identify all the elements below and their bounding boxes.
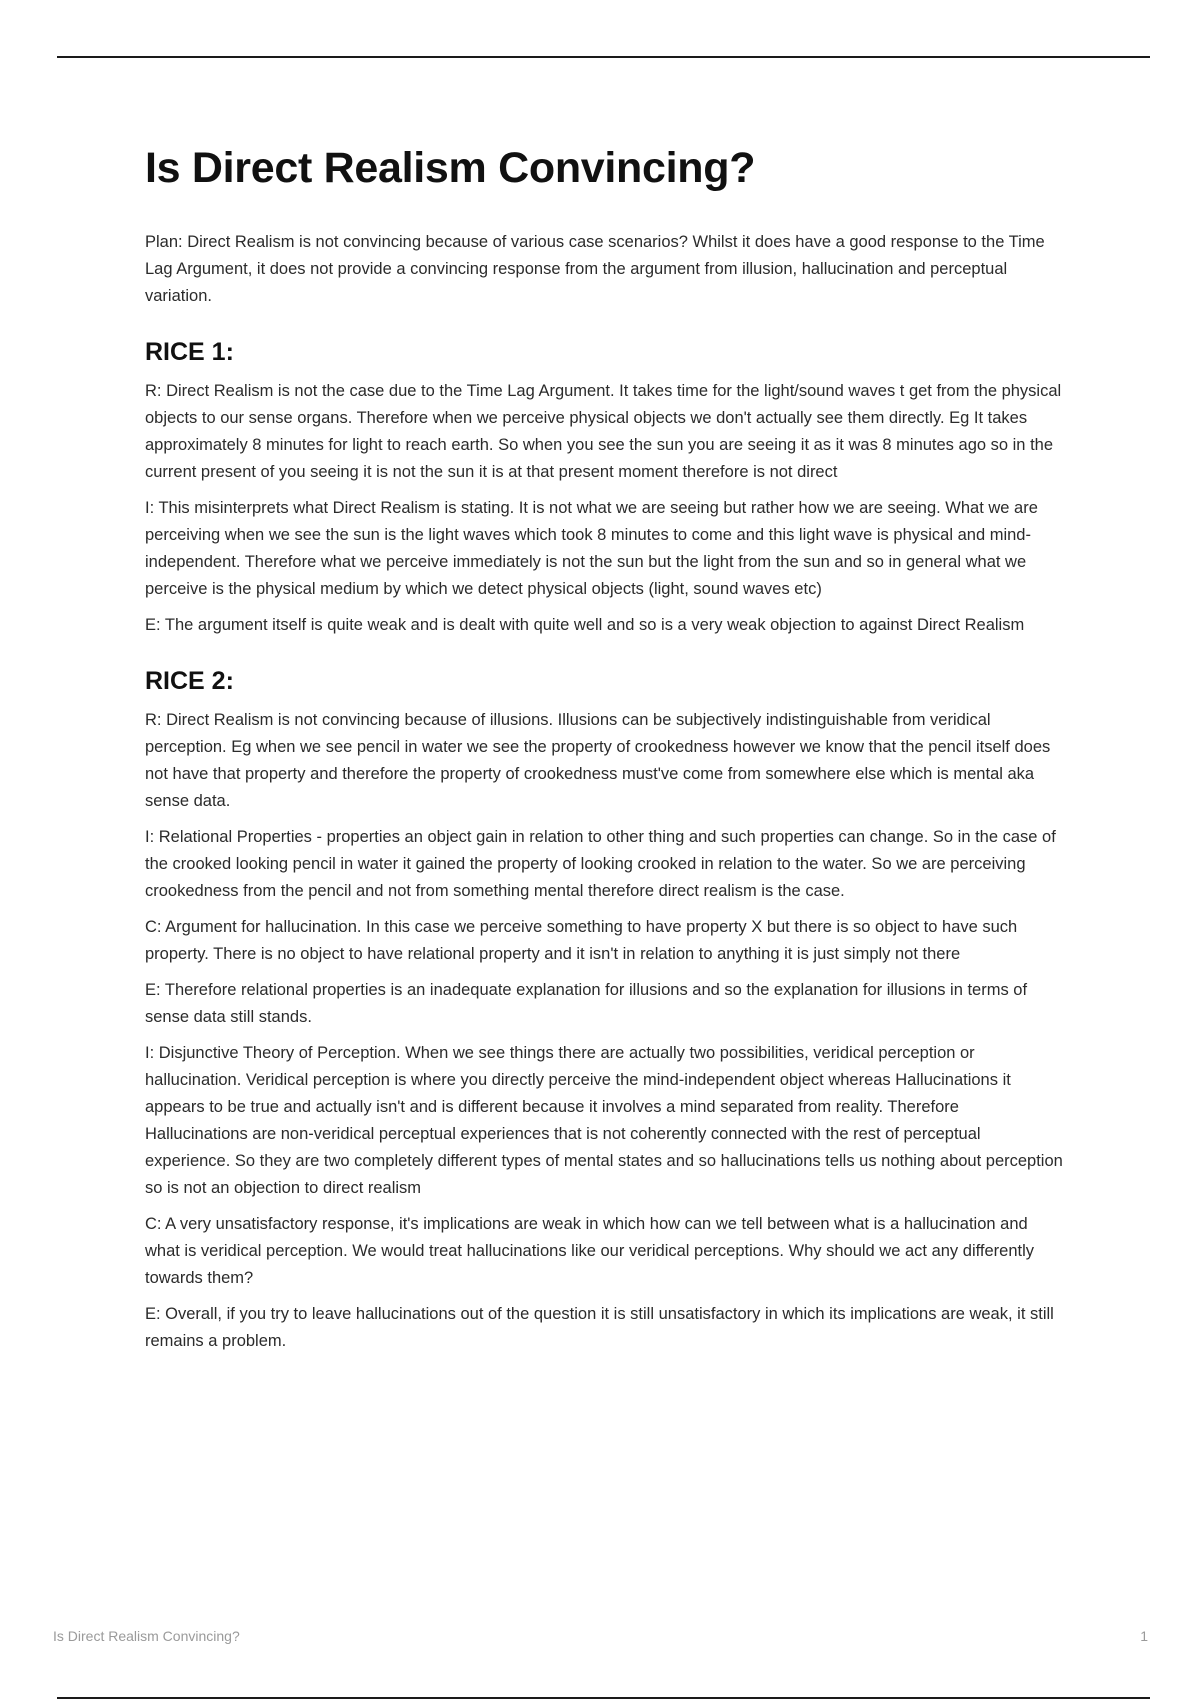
paragraph-i: I: Relational Properties - properties an object gain in relation to other thing and such properties can change. So in the case of the crooked looking pencil in water it gained the property of looking crooked in relation to the water. So we are perceiving crookedness from the pencil and not from something mental therefore direct realism is the case. [145,828,1056,901]
page-title: Is Direct Realism Convincing? [145,144,756,192]
paragraph-e: E: The argument itself is quite weak and is dealt with quite well and so is a very weak objection to against Direct Realism [145,616,1025,634]
page-number: 1 [1140,1628,1148,1644]
header-rule [57,56,1150,58]
paragraph-c: C: A very unsatisfactory response, it's implications are weak in which how can we tell between what is a hallucination and what is veridical perception. We would treat hallucinations like our veridical perceptions. Why should we act any differently towards them? [145,1215,1035,1288]
paragraph-e: E: Overall, if you try to leave hallucinations out of the question it is still unsatisfactory in which its implications are weak, it still remains a problem. [145,1305,1054,1351]
section-rice-2 [145,666,1065,1355]
paragraph-r: R: Direct Realism is not convincing because of illusions. Illusions can be subjectively indistinguishable from veridical perception. Eg when we see pencil in water we see the property of crookedness however we know that the pencil itself does not have that property and therefore the property of crookedness must've come from somewhere else which is mental aka sense data. [145,711,1051,811]
paragraph-c: C: Argument for hallucination. In this case we perceive something to have property X but there is so object to have such property. There is no object to have relational property and it isn't in relation to anything it is just simply not there [145,918,1018,964]
plan-paragraph: Plan: Direct Realism is not convincing because of various case scenarios? Whilst it does have a good response to the Time Lag Argument, it does not provide a convincing response from the argument from illusion, hallucination and perceptual variation. [145,232,1045,305]
footer-rule [57,1697,1150,1699]
section-heading: RICE 1: [145,337,234,366]
paragraph-e: E: Therefore relational properties is an inadequate explanation for illusions and so the explanation for illusions in terms of sense data still stands. [145,981,1028,1027]
section-heading: RICE 2: [145,667,234,695]
footer-title: Is Direct Realism Convincing? [53,1628,240,1644]
paragraph-i: I: Disjunctive Theory of Perception. When we see things there are actually two possibilities, veridical perception or hallucination. Veridical perception is where you directly perceive the mind-independent object whereas Hallucinations it appears to be true and actually isn't and is different because it involves a mind separated from reality. Therefore Hallucinations are non-veridical perceptual experiences that is not coherently connected with the rest of perceptual experience. So they are two completely different types of mental states and so hallucinations tells us nothing about perception so is not an objection to direct realism [145,1044,1063,1198]
paragraph-r: R: Direct Realism is not the case due to the Time Lag Argument. It takes time for the light/sound waves t get from the physical objects to our sense organs. Therefore when we perceive physical objects we don't actually see them directly. Eg It takes approximately 8 minutes for light to reach earth. So when you see the sun you are seeing it as it was 8 minutes ago so in the current present of you seeing it is not the sun it is at that present moment therefore is not direct [145,382,1062,481]
section-rice-1 [145,337,1065,639]
document-body [145,142,1065,1364]
paragraph-i: I: This misinterprets what Direct Realism is stating. It is not what we are seeing but rather how we are seeing. What we are perceiving when we see the sun is the light waves which took 8 minutes to come and this light wave is physical and mind-independent. Therefore what we perceive immediately is not the sun but the light from the sun and so in general what we perceive is the physical medium by which we detect physical objects (light, sound waves etc) [145,499,1038,598]
